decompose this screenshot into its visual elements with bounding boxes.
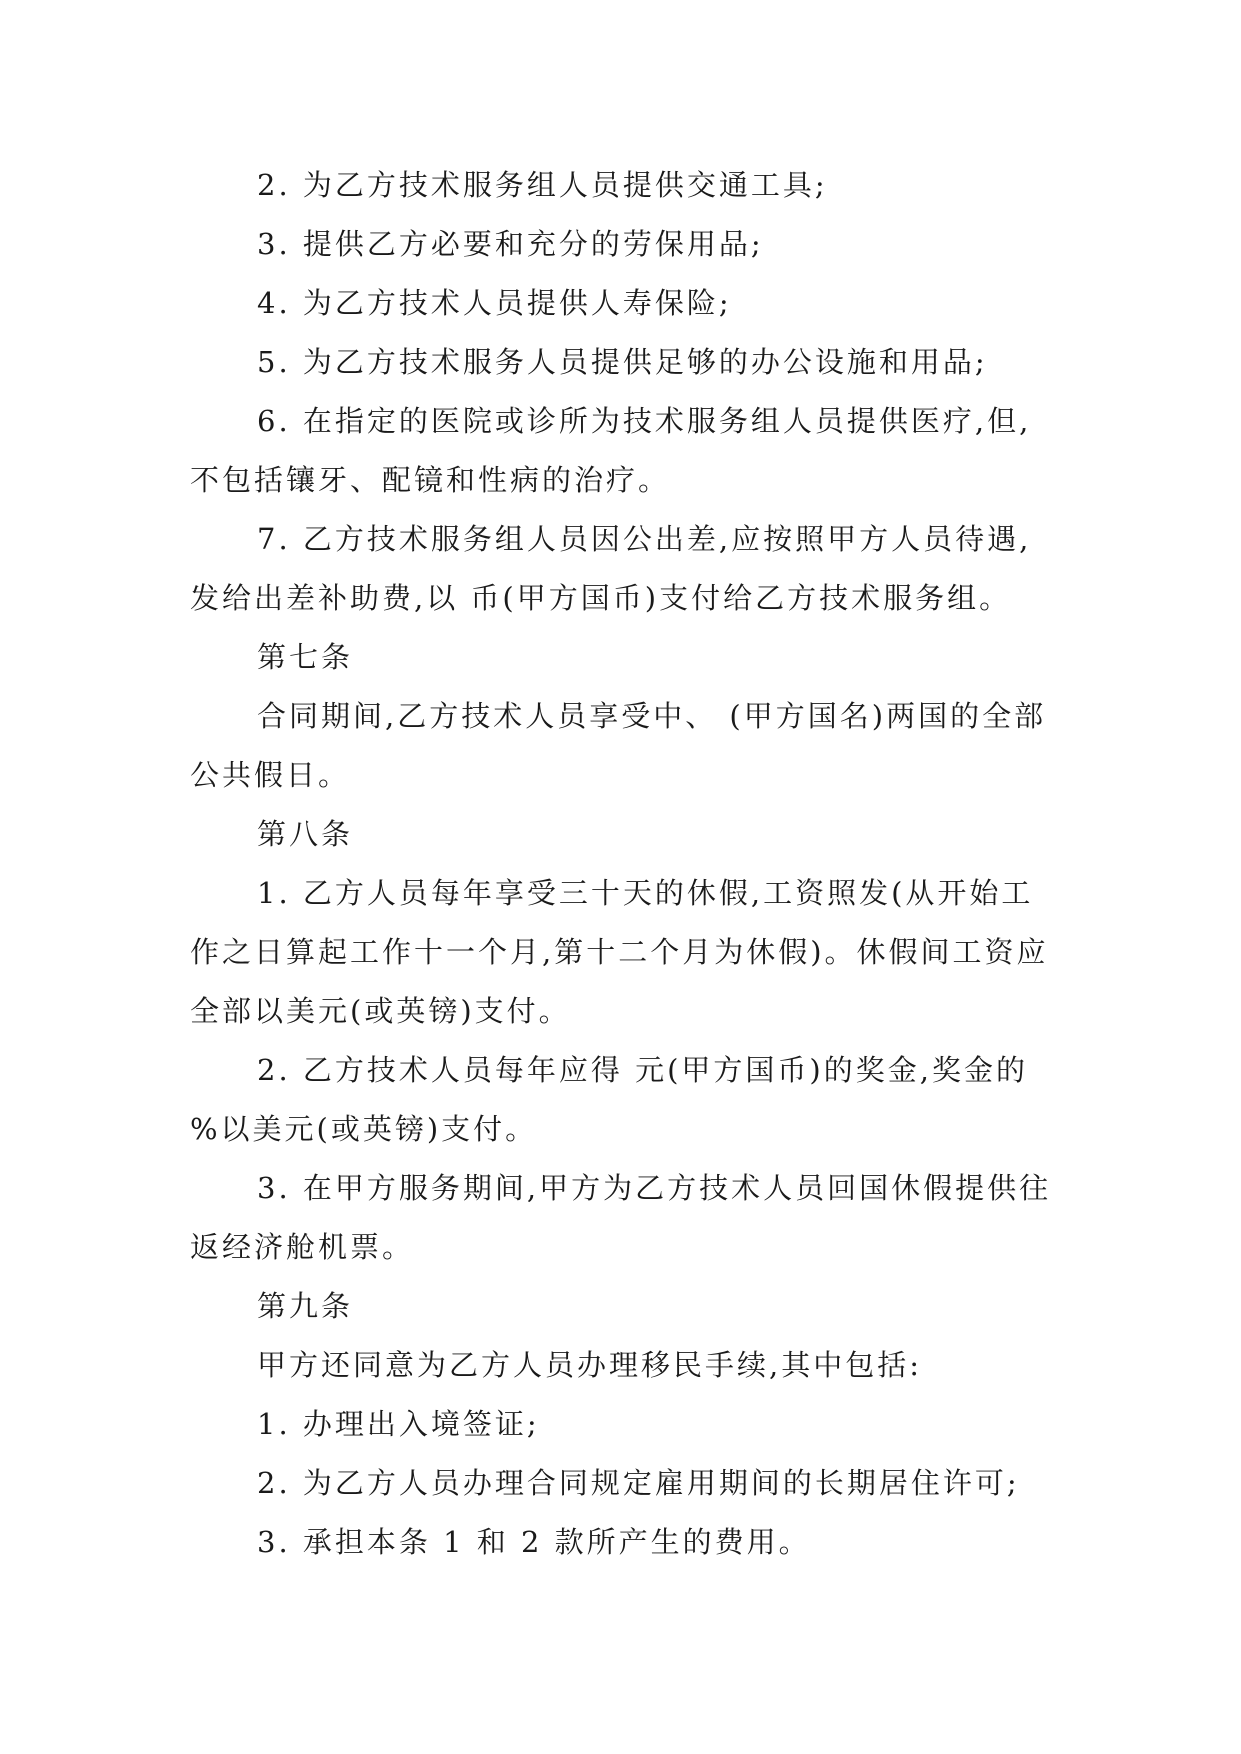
- document-body: [190, 156, 1060, 1572]
- clause-6-item-2: 2. 为乙方技术服务组人员提供交通工具;: [257, 168, 828, 202]
- clause-6-item-5: 5. 为乙方技术服务人员提供足够的办公设施和用品;: [257, 345, 988, 379]
- clause-6-item-4: 4. 为乙方技术人员提供人寿保险;: [257, 286, 732, 320]
- clause-8-item-1: 1. 乙方人员每年享受三十天的休假,工资照发(从开始工作之日算起工作十一个月,第十二个月为休假)。休假间工资应全部以美元(或英镑)支付。: [190, 876, 1049, 1028]
- clause-9-heading: 第九条: [257, 1289, 354, 1323]
- clause-9-item-1: 1. 办理出入境签证;: [257, 1407, 540, 1441]
- clause-7-heading: 第七条: [257, 640, 354, 674]
- clause-9-item-3: 3. 承担本条 1 和 2 款所产生的费用。: [257, 1525, 811, 1559]
- clause-6-item-3: 3. 提供乙方必要和充分的劳保用品;: [257, 227, 764, 261]
- clause-9-intro: 甲方还同意为乙方人员办理移民手续,其中包括:: [257, 1348, 922, 1382]
- clause-8-item-2: 2. 乙方技术人员每年应得 元(甲方国币)的奖金,奖金的 %以美元(或英镑)支付。: [190, 1053, 1041, 1146]
- clause-8-item-3: 3. 在甲方服务期间,甲方为乙方技术人员回国休假提供往返经济舱机票。: [190, 1171, 1052, 1264]
- clause-6-item-7: 7. 乙方技术服务组人员因公出差,应按照甲方人员待遇,发给出差补助费,以 币(甲方国币)支付给乙方技术服务组。: [190, 522, 1032, 615]
- clause-9-item-2: 2. 为乙方人员办理合同规定雇用期间的长期居住许可;: [257, 1466, 1020, 1500]
- clause-6-item-6: 6. 在指定的医院或诊所为技术服务组人员提供医疗,但,不包括镶牙、配镜和性病的治疗。: [190, 404, 1032, 497]
- clause-8-heading: 第八条: [257, 817, 354, 851]
- clause-7-body: 合同期间,乙方技术人员享受中、 (甲方国名)两国的全部公共假日。: [190, 699, 1047, 792]
